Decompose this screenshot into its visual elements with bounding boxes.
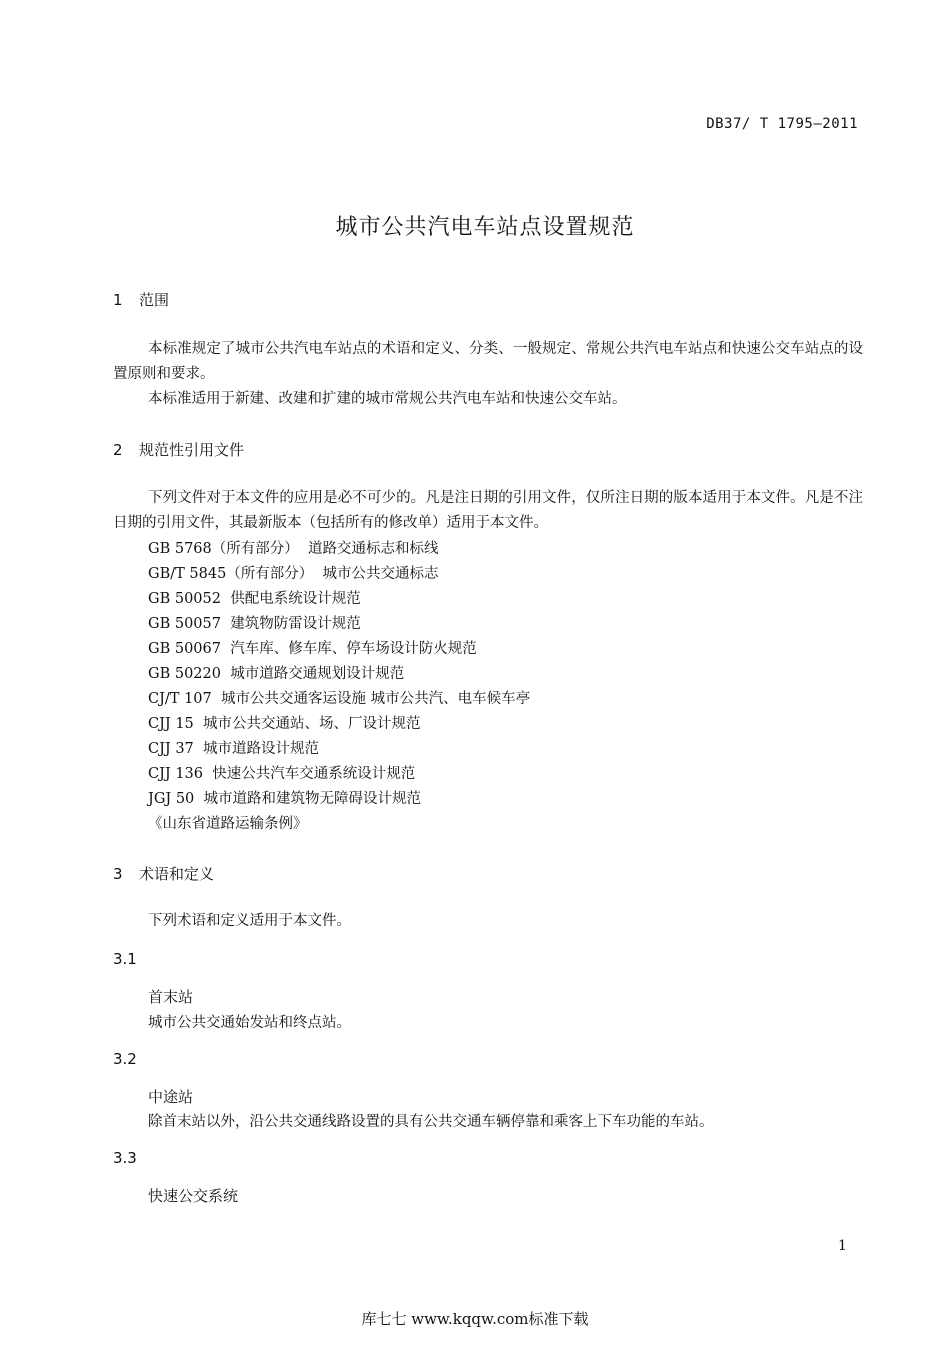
- section-3-paragraph-1: 下列术语和定义适用于本文件。: [148, 913, 351, 929]
- section-title: 范围: [139, 291, 170, 309]
- section-title: 规范性引用文件: [139, 441, 245, 459]
- term-number: 3.3: [113, 1149, 137, 1167]
- reference-item: GB/T 5845（所有部分） 城市公共交通标志: [148, 566, 439, 582]
- section-1-paragraph-2: 本标准适用于新建、改建和扩建的城市常规公共汽电车站和快速公交车站。: [148, 391, 627, 407]
- reference-item: JGJ 50 城市道路和建筑物无障碍设计规范: [148, 791, 421, 807]
- section-1-heading: [113, 289, 169, 310]
- reference-item: GB 5768（所有部分） 道路交通标志和标线: [148, 541, 439, 557]
- document-code: DB37/ T 1795—2011: [706, 116, 858, 132]
- reference-item: CJJ 15 城市公共交通站、场、厂设计规范: [148, 716, 421, 732]
- reference-item: GB 50052 供配电系统设计规范: [148, 591, 361, 607]
- reference-item: GB 50067 汽车库、修车库、停车场设计防火规范: [148, 641, 477, 657]
- section-title: 术语和定义: [139, 865, 215, 883]
- reference-item: CJJ 136 快速公共汽车交通系统设计规范: [148, 766, 416, 782]
- term-number: 3.1: [113, 950, 137, 968]
- section-number: 3: [113, 865, 123, 883]
- section-2-paragraph-1: 下列文件对于本文件的应用是必不可少的。凡是注日期的引用文件，仅所注日期的版本适用于本文件。凡是不注日期的引用文件，其最新版本（包括所有的修改单）适用于本文件。: [113, 490, 863, 531]
- footer-watermark: 库七七 www.kqqw.com标准下载: [361, 1310, 589, 1328]
- section-number: 1: [113, 291, 123, 309]
- reference-item: 《山东省道路运输条例》: [148, 816, 308, 832]
- term-definition: 除首末站以外，沿公共交通线路设置的具有公共交通车辆停靠和乘客上下车功能的车站。: [148, 1114, 714, 1130]
- section-1-paragraph-1: 本标准规定了城市公共汽电车站点的术语和定义、分类、一般规定、常规公共汽电车站点和快速公交车站点的设置原则和要求。: [113, 341, 863, 382]
- reference-item: GB 50057 建筑物防雷设计规范: [148, 616, 361, 632]
- section-2-heading: [113, 439, 244, 460]
- reference-item: GB 50220 城市道路交通规划设计规范: [148, 666, 405, 682]
- reference-item: CJJ 37 城市道路设计规范: [148, 741, 319, 757]
- section-3-heading: [113, 863, 214, 884]
- section-number: 2: [113, 441, 123, 459]
- term-name: 首末站: [148, 988, 194, 1006]
- term-name: 中途站: [148, 1088, 194, 1106]
- term-number: 3.2: [113, 1050, 137, 1068]
- document-title: 城市公共汽电车站点设置规范: [335, 215, 635, 240]
- term-name: 快速公交系统: [148, 1187, 239, 1205]
- term-definition: 城市公共交通始发站和终点站。: [148, 1015, 351, 1031]
- page-number: 1: [838, 1238, 847, 1254]
- reference-item: CJ/T 107 城市公共交通客运设施 城市公共汽、电车候车亭: [148, 691, 531, 707]
